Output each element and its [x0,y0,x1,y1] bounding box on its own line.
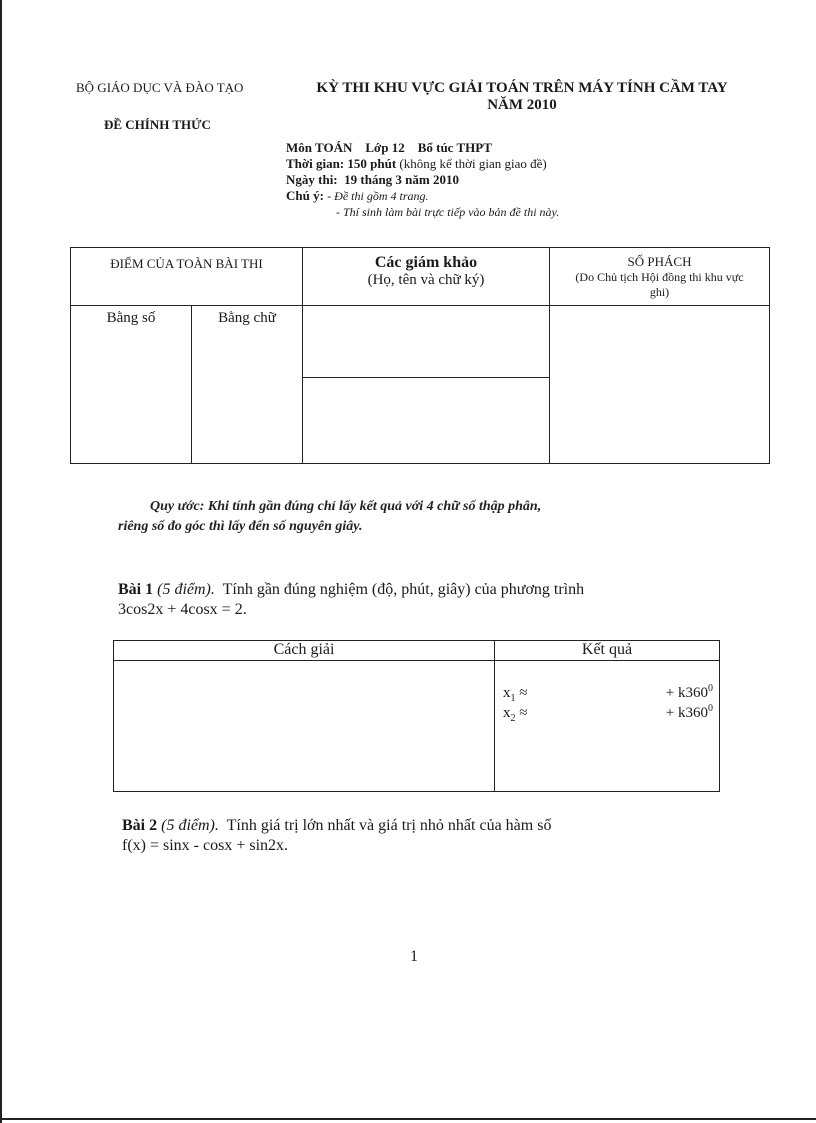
score-words-cell[interactable] [192,306,303,464]
page-number: 1 [410,948,418,965]
result-header-text: Kết quả [581,641,633,658]
result-x1 [503,685,527,704]
result-x2 [503,705,527,724]
examiners-title: Các giám khảo [374,254,478,271]
exam-title-line2: NĂM 2010 [487,97,557,113]
result-x2-period [666,703,713,722]
program: Bổ túc THPT [417,140,492,155]
problem-2-text: Tính giá trị lớn nhất và giá trị nhỏ nhất của hàm số [226,817,552,834]
examiner-2-cell[interactable] [303,378,550,464]
problem-1-statement [118,580,718,600]
time-note: (không kể thời gian giao đề) [399,156,547,171]
examiners-header [303,248,550,306]
date-label: Ngày thi: [286,172,338,187]
code-sub: (Do Chủ tịch Hội đồng thi khu vực ghi) [575,270,744,299]
time-value: 150 phút [347,156,397,171]
problem-1-label: Bài 1 [118,581,154,598]
time-label: Thời gian: [286,156,345,171]
solution-header [114,641,495,661]
note-2: - Thí sinh làm bài trực tiếp vào bản đề thi này. [336,205,560,219]
problem-2-function: f(x) = sinx - cosx + sin2x. [122,837,289,854]
date-value: 19 tháng 3 năm 2010 [344,172,459,187]
result-x1-period [666,683,713,702]
x1-period-sup: 0 [708,683,713,694]
exam-date-line [286,172,746,188]
score-words-label: Bằng chữ [218,310,276,326]
subject: Môn TOÁN [286,140,353,155]
exam-subject-line [286,140,746,156]
problem-1-text: Tính gần đúng nghiệm (độ, phút, giây) của phương trình [222,581,585,598]
ministry-label: BỘ GIÁO DỤC VÀ ĐÀO TẠO [76,80,244,95]
problem-1-points: (5 điểm). [157,581,215,598]
exam-info [286,140,746,220]
problem-2 [122,816,722,856]
problem-1 [118,580,718,620]
exam-title [282,80,762,114]
result-header [495,641,720,661]
exam-note-line2 [286,204,746,220]
problem-1-equation: 3cos2x + 4cosx = 2. [118,601,247,618]
exam-note-line1 [286,188,746,204]
x1-sub: 1 [510,693,516,704]
solution-cell[interactable] [114,661,495,792]
problem-2-points: (5 điểm). [161,817,219,834]
exam-time-line [286,156,746,172]
x2-period: + k360 [665,705,708,721]
solution-header-text: Cách giải [273,641,335,658]
score-header [71,248,303,306]
score-header-text: ĐIỂM CỦA TOÀN BÀI THI [110,256,263,271]
problem-1-table [113,640,720,792]
score-table [70,247,770,464]
x1-period: + k360 [665,685,708,701]
convention [118,497,738,537]
x1-approx: ≈ [519,685,528,701]
page-left-border [0,0,2,1123]
official-label: ĐỀ CHÍNH THỨC [104,117,211,132]
code-cell[interactable] [550,306,770,464]
exam-title-line1: KỲ THI KHU VỰC GIẢI TOÁN TRÊN MÁY TÍNH CẦM TAY [316,80,728,96]
score-number-cell[interactable] [71,306,192,464]
code-title: SỐ PHÁCH [627,254,692,269]
x2-sub: 2 [510,713,516,724]
convention-line2: riêng số đo góc thì lấy đến số nguyên giây. [118,519,363,534]
problem-2-label: Bài 2 [122,817,158,834]
x2-var: x [503,705,511,721]
problem-2-statement [122,816,722,836]
note-label: Chú ý: [286,188,324,203]
examiners-sub: (Họ, tên và chữ ký) [367,272,485,288]
examiner-1-cell[interactable] [303,306,550,378]
convention-line1: Quy ước: Khi tính gần đúng chỉ lấy kết quả với 4 chữ số thập phân, [150,499,542,514]
page-bottom-border [0,1118,816,1120]
result-cell[interactable] [495,661,720,792]
score-number-label: Bằng số [106,310,156,326]
x1-var: x [503,685,511,701]
code-header [550,248,770,306]
grade: Lớp 12 [365,140,405,155]
note-1: - Đề thi gồm 4 trang. [327,189,429,203]
x2-period-sup: 0 [708,703,713,714]
x2-approx: ≈ [519,705,528,721]
